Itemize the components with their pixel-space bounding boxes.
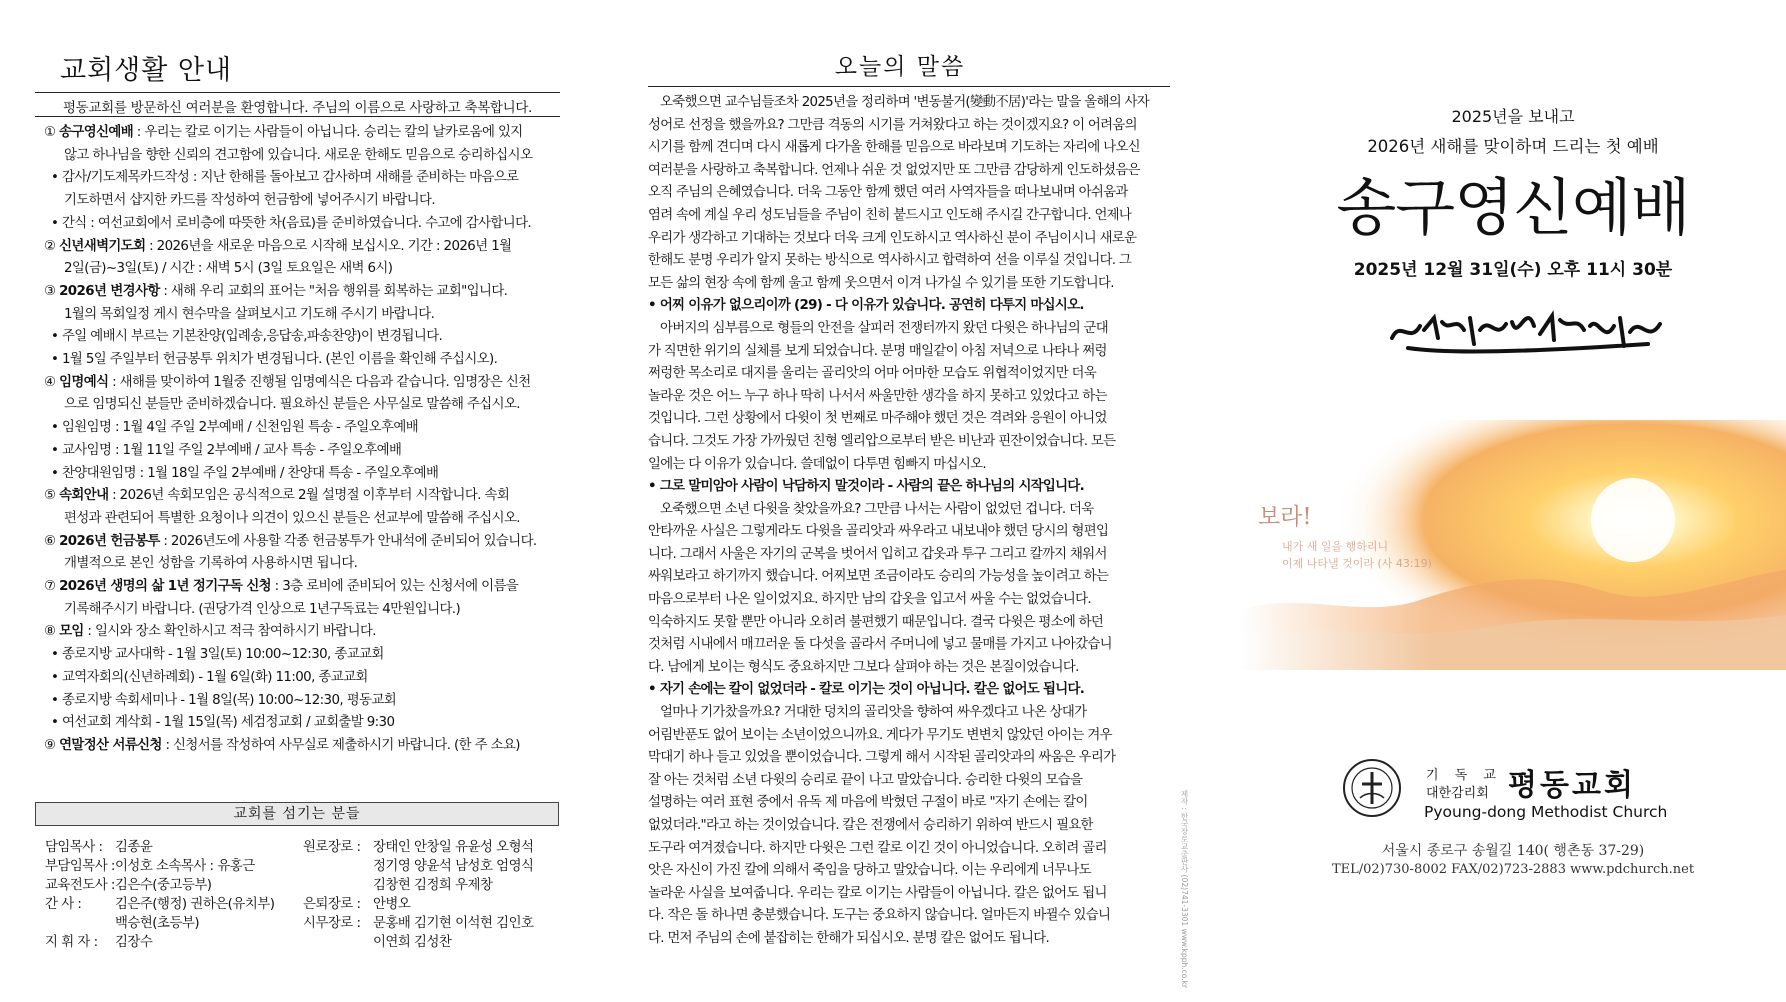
staff-names: 이연희 김성찬 xyxy=(373,935,452,950)
announcement-item xyxy=(44,485,564,508)
church-address: 서울시 종로구 송월길 140( 행촌동 37-29) xyxy=(1381,843,1645,859)
church-contact: TEL/02)730-8002 FAX/02)723-2883 www.pdchurch.net xyxy=(1331,862,1695,877)
service-title: 송구영신예배 xyxy=(1336,171,1690,244)
announcement-item xyxy=(44,735,564,758)
staff-row xyxy=(303,857,534,876)
staff-role: 담임목사 : xyxy=(45,840,103,855)
item-text: : 일시와 장소 확인하시고 적극 참여하시기 바랍니다. xyxy=(83,624,376,640)
sermon-line: 놀라운 것은 어느 누구 하나 딱히 나서서 싸울만한 생각을 하지 못하고 있었다고 하는 xyxy=(648,388,1107,404)
item-text: • 임원임명 : 1월 4일 주일 2부예배 / 신천임원 특송 - 주일오후예배 xyxy=(51,420,419,436)
item-text: : 신청서를 작성하여 사무실로 제출하시기 바랍니다. (한 주 소요) xyxy=(161,737,520,753)
announcement-line xyxy=(44,190,564,213)
sermon-line: 오직 주님의 은혜였습니다. 더욱 그동안 함께 했던 여러 사역자들을 떠나보내며 아쉬움과 xyxy=(648,185,1128,201)
sermon-line: 어림반푼도 없어 보이는 소년이었으니까요. 게다가 무기도 변변치 않았던 아이는 겨우 xyxy=(648,727,1112,743)
announcement-line xyxy=(44,213,564,236)
sermon-panel xyxy=(630,0,1170,1002)
item-text: • 주일 예배시 부르는 기본찬양(입례송,응답송,파송찬양)이 변경됩니다. xyxy=(51,329,443,345)
sermon-line: 니다. 그래서 사울은 자기의 군복을 벗어서 입히고 갑옷과 투구 그리고 칼까지 채워서 xyxy=(648,546,1107,562)
item-text: 않고 하나님을 향한 신뢰의 견고함에 있습니다. 새로운 한해도 믿음으로 승리하십시오 xyxy=(64,147,533,163)
church-name-english: Pyoung-dong Methodist Church xyxy=(1424,803,1668,821)
item-text: : 3층 로비에 준비되어 있는 신청서에 이름을 xyxy=(271,579,519,595)
sermon-line: 오죽했으면 교수님들조차 2025년을 정리하며 '변동불거(變動不居)'라는 말을 올해의 사자 xyxy=(660,95,1150,110)
church-name: 평동교회 xyxy=(1508,768,1636,803)
item-text: 으로 임명되신 분들만 준비하겠습니다. 필요하신 분들은 사무실로 말씀해 주십시오. xyxy=(64,397,520,413)
sermon-title-rule xyxy=(648,86,1170,87)
item-number: ⑦ xyxy=(44,579,56,595)
item-text: • 여선교회 계삭회 - 1월 15일(목) 세검정교회 / 교회출발 9:30 xyxy=(51,715,395,731)
announcement-line xyxy=(44,644,564,667)
item-text: 개별적으로 본인 성함을 기록하여 사용하시면 됩니다. xyxy=(64,556,358,572)
announcement-line xyxy=(44,690,564,713)
staff-row xyxy=(45,838,274,857)
announcement-list xyxy=(44,122,564,758)
item-heading: 송구영신예배 xyxy=(59,125,134,140)
sermon-subheading: • 어찌 이유가 없으리이까 (29) - 다 이유가 있습니다. 공연히 다투지 마십시오. xyxy=(648,298,1084,314)
announcement-line xyxy=(44,508,564,531)
staff-names: 김종윤 xyxy=(115,840,153,855)
announcement-line xyxy=(44,667,564,690)
sermon-line: 일에는 다 이유가 있습니다. 쓸데없이 다투면 힘빠지 마십시오. xyxy=(648,456,986,472)
item-text: : 새해 우리 교회의 표어는 "처음 행위를 회복하는 교회"입니다. xyxy=(159,283,508,299)
staff-header: 교회를 섬기는 분들 xyxy=(35,802,559,826)
sermon-line: 쩌렁한 목소리로 대지를 울리는 골리앗의 어마 어마한 모습도 위협적이었지만 더욱 xyxy=(648,366,1097,382)
sermon-line: 것입니다. 그런 상황에서 다윗이 첫 번째로 마주해야 했던 것은 격려와 응원이 아니었 xyxy=(648,411,1107,427)
staff-role: 간 사 : xyxy=(45,897,82,912)
sermon-line: 다. 작은 돌 하나면 충분했습니다. 도구는 중요하지 않습니다. 얼마든지 바뀔수 있습니 xyxy=(648,908,1111,924)
item-number: ④ xyxy=(44,374,56,390)
staff-list-left xyxy=(45,838,274,952)
sermon-line: 습니다. 그것도 가장 가까웠던 친형 엘리압으로부터 받은 비난과 핀잔이었습니다. 모든 xyxy=(648,433,1116,449)
printer-credit: 제작 : 한국장로교출판사 (02)741-3301 www.kpph.co.kr xyxy=(1180,790,1189,989)
denomination-label: 기 독 교 xyxy=(1426,768,1502,783)
sermon-line: 시기를 함께 견디며 다시 새롭게 다가올 한해를 믿음으로 바라보며 기도하는 자리에 나오신 xyxy=(648,140,1140,156)
item-text: 2일(금)~3일(토) / 시간 : 새벽 5시 (3일 토요일은 새벽 6시) xyxy=(64,261,393,277)
cover-subtitle-2: 2026년 새해를 맞이하며 드리는 첫 예배 xyxy=(1367,137,1659,156)
announcement-line xyxy=(44,417,564,440)
announcement-line xyxy=(44,326,564,349)
sermon-line: 가 직면한 위기의 실체를 보게 되었습니다. 분명 매일같이 아침 저녁으로 나타나 쩌렁 xyxy=(648,343,1107,359)
sermon-subheading: • 자기 손에는 칼이 없었더라 - 칼로 이기는 것이 아닙니다. 칼은 없어도 됩니다. xyxy=(648,682,1085,698)
sermon-line: 우리가 생각하고 기대하는 것보다 더욱 크게 인도하시고 역사하신 분이 주님이시니 새로운 xyxy=(648,230,1137,246)
sermon-line: 놀라운 사실을 보여줍니다. 우리는 칼로 이기는 사람들이 아닙니다. 칼은 없어도 됩니 xyxy=(648,885,1107,901)
item-text: : 우리는 칼로 이기는 사람들이 아닙니다. 승리는 칼의 날카로움에 있지 xyxy=(133,125,523,140)
item-heading: 연말정산 서류신청 xyxy=(59,737,162,753)
item-text: : 2026년 속회모임은 공식적으로 2월 설명절 이후부터 시작합니다. 속회 xyxy=(108,488,510,504)
staff-role: 은퇴장로 : xyxy=(303,897,361,912)
item-text: 기록해주시기 바랍니다. (권당가격 인상으로 1년구독료는 4만원입니다.) xyxy=(64,601,461,617)
church-life-panel xyxy=(0,0,600,1002)
staff-row xyxy=(303,876,534,895)
staff-role: 원로장로 : xyxy=(303,840,361,855)
announcement-line xyxy=(44,553,564,576)
announcement-item xyxy=(44,576,564,599)
staff-names: 김은수(중고등부) xyxy=(115,878,212,893)
sermon-line: 없었더라."라고 하는 것이었습니다. 칼은 전쟁에서 승리하기 위하여 반드시 필요한 xyxy=(648,818,1093,833)
announcement-item xyxy=(44,372,564,395)
sermon-line: 것처럼 시내에서 매끄러운 돌 다섯을 골라서 주머니에 넣고 물매를 가지고 나아갔습니 xyxy=(648,637,1112,653)
item-text: 1월의 목회일정 게시 현수막을 살펴보시고 기도해 주시기 바랍니다. xyxy=(64,306,435,322)
item-text: 기도하면서 샵지한 카드를 작성하여 헌금함에 넣어주시기 바랍니다. xyxy=(64,193,435,209)
staff-list-right xyxy=(303,838,534,952)
item-heading: 임명예식 xyxy=(59,374,109,390)
sermon-line: 다. 남에게 보이는 형식도 중요하지만 그보다 살펴야 하는 것은 본질이었습니다. xyxy=(648,659,1079,675)
item-number: ② xyxy=(44,238,56,254)
sermon-line: 마음으로부터 나온 일이었지요. 하지만 남의 갑옷을 입고서 싸울 수는 없었습니다. xyxy=(648,592,1091,608)
sermon-line: 익숙하지도 못할 뿐만 아니라 오히려 불편했기 때문입니다. 결국 다윗은 평소에 하던 xyxy=(648,614,1104,630)
item-heading: 신년새벽기도회 xyxy=(59,238,146,254)
item-number: ⑨ xyxy=(44,737,56,753)
verse-line-2: 이제 나타낼 것이라 (사 43:19) xyxy=(1282,557,1432,570)
announcement-line xyxy=(44,167,564,190)
item-text: • 1월 5일 주일부터 헌금봉투 위치가 변경됩니다. (본인 이름을 확인해 주십시오). xyxy=(51,352,498,368)
verse-line-1: 내가 새 일을 행하리니 xyxy=(1282,540,1389,553)
item-number: ⑧ xyxy=(44,624,56,640)
staff-row xyxy=(303,895,534,914)
staff-role: 시무장로 : xyxy=(303,916,361,931)
verse-heading: 보라! xyxy=(1258,504,1312,530)
sermon-body xyxy=(648,92,1170,951)
announcement-line xyxy=(44,712,564,735)
sermon-title: 오늘의 말씀 xyxy=(834,54,966,80)
sermon-line: 염려 속에 계실 우리 성도님들을 주님이 친히 붙드시고 인도해 주시길 간구합니다. 언제나 xyxy=(648,207,1132,223)
staff-row xyxy=(303,838,534,857)
title-rule-top xyxy=(35,92,560,93)
item-text: 편성과 관련되어 특별한 요청이나 의견이 있으신 분들은 선교부에 말씀해 주십시오. xyxy=(64,510,520,526)
service-date: 2025년 12월 31일(수) 오후 11시 30분 xyxy=(1353,260,1673,280)
item-text: • 간식 : 여선교회에서 로비층에 따뜻한 차(음료)를 준비하였습니다. 수고에 감사합니다. xyxy=(51,215,532,231)
item-heading: 모임 xyxy=(59,624,84,640)
item-text: • 감사/기도제목카드작성 : 지난 한해를 돌아보고 감사하며 새해를 준비하는 마음으로 xyxy=(51,170,519,186)
item-text: • 교사임명 : 1월 11일 주일 2부예배 / 교사 특송 - 주일오후예배 xyxy=(51,442,402,458)
staff-row xyxy=(45,876,274,895)
announcement-line xyxy=(44,349,564,372)
sermon-line: 막대기 하나 들고 있었을 뿐이었습니다. 그렇게 해서 시작된 골리앗과의 싸움은 우리가 xyxy=(648,750,1116,766)
staff-row xyxy=(303,933,534,952)
announcement-line xyxy=(44,258,564,281)
item-heading: 2026년 헌금봉투 xyxy=(59,533,160,549)
sermon-line: 안타까운 사실은 그렇게라도 다윗을 골리앗과 싸우라고 내보내야 했던 당시의 형편입 xyxy=(648,524,1109,540)
announcement-item xyxy=(44,281,564,304)
denomination-name: 대한감리회 xyxy=(1426,786,1489,801)
item-text: • 찬양대원임명 : 1월 18일 주일 2부예배 / 찬양대 특송 - 주일오후예배 xyxy=(51,465,439,481)
item-text: • 종로지방 속회세미나 - 1월 8일(목) 10:00~12:30, 평동교회 xyxy=(51,692,397,708)
staff-names: 백승현(초등부) xyxy=(115,916,200,931)
item-text: : 2026년도에 사용할 각종 헌금봉투가 안내석에 준비되어 있습니다. xyxy=(159,533,537,549)
sermon-subheading: • 그로 말미암아 사람이 낙담하지 말것이라 - 사람의 끝은 하나님의 시작입니다. xyxy=(648,479,1085,495)
sermon-line: 오죽했으면 소년 다윗을 찾았을까요? 그만큼 나서는 사람이 없었던 겁니다. 더욱 xyxy=(660,501,1094,517)
staff-row xyxy=(45,895,274,914)
staff-role: 부담임목사 : xyxy=(45,859,115,874)
staff-row xyxy=(303,914,534,933)
staff-row xyxy=(45,933,274,952)
item-text: : 새해를 맞이하여 1월중 진행될 임명예식은 다음과 같습니다. 임명장은 신천 xyxy=(108,374,531,390)
sermon-line: 앗은 자신이 가진 칼에 의해서 죽임을 당하고 말았습니다. 이는 우리에게 너무나도 xyxy=(648,863,1091,879)
staff-names: 김창현 김정희 우제창 xyxy=(373,878,493,893)
item-number: ① xyxy=(44,125,56,140)
welcome-text: 평동교회를 방문하신 여러분을 환영합니다. 주님의 이름으로 사랑하고 축복합니다. xyxy=(62,100,533,116)
cover-subtitle-1: 2025년을 보내고 xyxy=(1451,107,1575,126)
item-text: • 종로지방 교사대학 - 1월 3일(토) 10:00~12:30, 종교교회 xyxy=(51,647,384,663)
staff-row xyxy=(45,857,274,876)
church-life-title: 교회생활 안내 xyxy=(60,55,233,86)
announcement-line xyxy=(44,394,564,417)
staff-role: 교육전도사 : xyxy=(45,878,115,893)
title-rule-bottom xyxy=(35,116,560,117)
sermon-line: 설명하는 여러 표현 중에서 유독 제 마음에 박혔던 구절이 바로 "자기 손에는 칼이 xyxy=(648,795,1088,811)
staff-names: 정기영 양윤석 남성호 엄영식 xyxy=(373,859,534,874)
item-number: ③ xyxy=(44,283,56,299)
item-heading: 2026년 변경사항 xyxy=(59,283,160,299)
announcement-line xyxy=(44,440,564,463)
sermon-line: 여러분을 사랑하고 축복합니다. 언제나 쉬운 것 없었지만 또 그만큼 감당하게 인도하셨음은 xyxy=(648,162,1140,178)
announcement-line xyxy=(44,463,564,486)
staff-names: 문홍배 김기현 이석현 김인호 xyxy=(373,916,534,931)
sermon-line: 잘 아는 것처럼 소년 다윗의 승리로 끝이 나고 말았습니다. 승리한 다윗의 모습을 xyxy=(648,772,1083,788)
staff-role: 지 휘 자 : xyxy=(45,935,98,950)
announcement-item xyxy=(44,531,564,554)
slogan-calligraphy xyxy=(1380,300,1680,360)
methodist-seal-icon xyxy=(1342,758,1402,818)
sermon-line: 다. 먼저 주님의 손에 붙잡히는 한해가 되십시오. 분명 칼은 없어도 됩니다. xyxy=(648,930,1050,946)
sermon-line: 싸워보라고 하기까지 했습니다. 어찌보면 조금이라도 승리의 가능성을 높이려고 하는 xyxy=(648,569,1109,585)
announcement-line xyxy=(44,599,564,622)
item-number: ⑤ xyxy=(44,488,56,504)
item-number: ⑥ xyxy=(44,533,56,549)
announcement-item xyxy=(44,122,564,145)
item-heading: 2026년 생명의 삶 1년 정기구독 신청 xyxy=(59,579,271,595)
staff-names: 김장수 xyxy=(115,935,153,950)
sermon-line: 아버지의 심부름으로 형들의 안전을 살피러 전쟁터까지 왔던 다윗은 하나님의 군대 xyxy=(660,320,1109,336)
staff-names: 김은주(행정) 권하은(유치부) xyxy=(115,897,275,912)
staff-names: 장태인 안창일 유윤성 오형석 xyxy=(373,840,534,855)
item-heading: 속회안내 xyxy=(59,488,109,504)
item-text: • 교역자회의(신년하례회) - 1월 6일(화) 11:00, 종교교회 xyxy=(51,669,368,685)
announcement-item xyxy=(44,621,564,644)
sermon-line: 모든 삶의 현장 속에 함께 울고 함께 웃으면서 이겨 나가실 수 있기를 또한 기도합니다. xyxy=(648,275,1114,291)
sermon-line: 한해도 분명 우리가 알지 못하는 방식으로 역사하시고 합력하여 선을 이루실 것입니다. 그 xyxy=(648,253,1132,269)
sermon-line: 성어로 선정을 했을까요? 그만큼 격동의 시기를 거쳐왔다고 하는 것이겠지요? 이 어려움의 xyxy=(648,117,1137,133)
cover-panel xyxy=(1240,0,1786,1002)
item-text: : 2026년을 새로운 마음으로 시작해 보십시오. 기간 : 2026년 1월 xyxy=(145,238,512,254)
staff-row xyxy=(45,914,274,933)
announcement-line xyxy=(44,145,564,168)
sermon-line: 도구라 여겨졌습니다. 하지만 다윗은 그런 칼로 이긴 것이 아니었습니다. 오히려 골리 xyxy=(648,840,1107,856)
announcement-line xyxy=(44,304,564,327)
announcement-item xyxy=(44,236,564,259)
staff-names: 안병오 xyxy=(373,897,411,912)
sermon-line: 얼마나 기가찼을까요? 거대한 덩치의 골리앗을 향하여 싸우겠다고 나온 상대가 xyxy=(660,705,1087,721)
staff-names: 이성호 소속목사 : 유홍근 xyxy=(115,859,255,874)
